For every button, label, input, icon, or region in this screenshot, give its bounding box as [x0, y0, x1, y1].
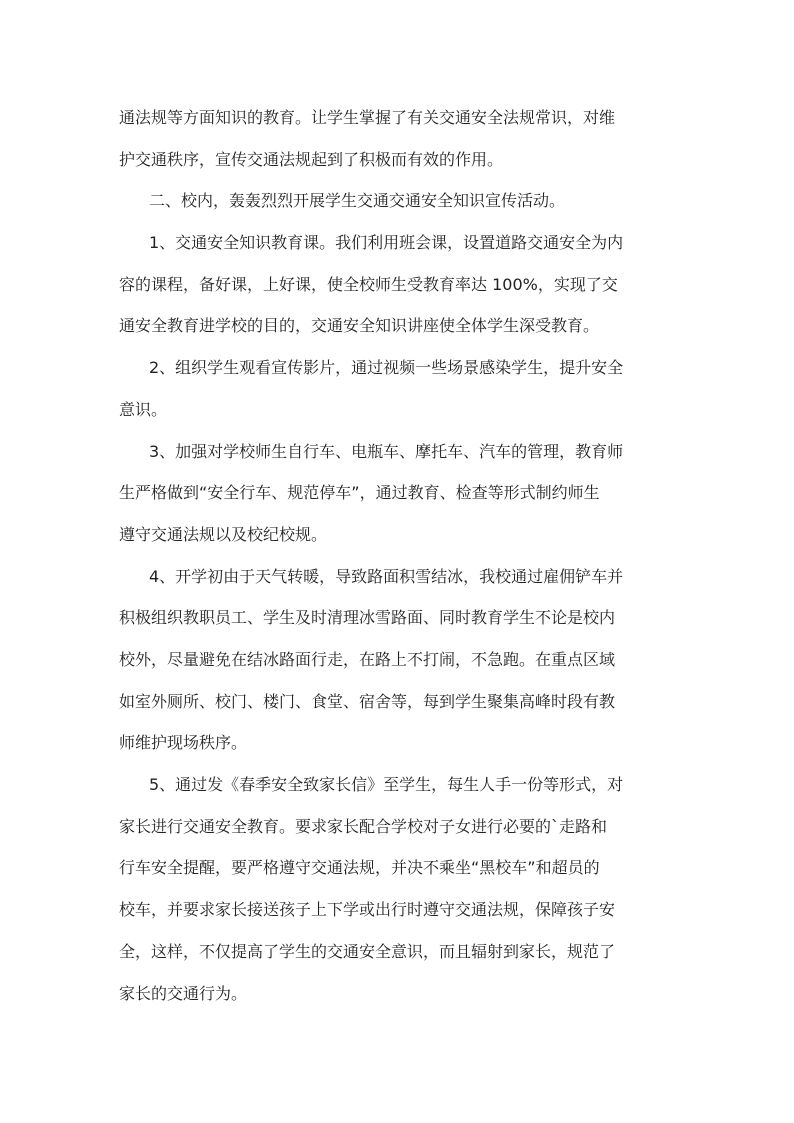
text-line: 校车，并要求家长接送孩子上下学或出行时遵守交通法规，保障孩子安 [119, 900, 616, 919]
section-heading: 二、校内，轰轰烈烈开展学生交通交通安全知识宣传活动。 [149, 191, 566, 210]
text-line: 4、开学初由于天气转暖，导致路面积雪结冰，我校通过雇佣铲车并 [149, 567, 624, 586]
text-line: 容的课程，备好课，上好课，使全校师生受教育率达 100%，实现了交 [119, 275, 618, 294]
text-line: 5、通过发《春季安全致家长信》至学生，每生人手一份等形式，对 [149, 775, 624, 794]
text-line: 家长进行交通安全教育。要求家长配合学校对子女进行必要的`走路和 [119, 817, 608, 836]
text-line: 如室外厕所、校门、楼门、食堂、宿舍等，每到学生聚集高峰时段有教 [119, 692, 616, 711]
text-line: 通安全教育进学校的目的，交通安全知识讲座使全体学生深受教育。 [119, 316, 600, 335]
text-line: 行车安全提醒，要严格遵守交通法规，并决不乘坐“黑校车”和超员的 [119, 858, 600, 877]
text-line: 全，这样，不仅提高了学生的交通安全意识，而且辐射到家长，规范了 [119, 942, 616, 961]
text-line: 家长的交通行为。 [119, 984, 248, 1003]
text-line: 生严格做到“安全行车、规范停车”，通过教育、检查等形式制约师生 [119, 483, 600, 502]
text-line: 校外，尽量避免在结冰路面行走，在路上不打闹，不急跑。在重点区域 [119, 650, 616, 669]
text-line: 师维护现场秩序。 [119, 733, 248, 752]
text-line: 积极组织教职员工、学生及时清理冰雪路面、同时教育学生不论是校内 [119, 608, 616, 627]
text-line: 1、交通安全知识教育课。我们利用班会课，设置道路交通安全为内 [149, 233, 624, 252]
text-line: 通法规等方面知识的教育。让学生掌握了有关交通安全法规常识，对维 [119, 108, 616, 127]
text-line: 护交通秩序，宣传交通法规起到了积极而有效的作用。 [119, 150, 504, 169]
text-line: 2、组织学生观看宣传影片，通过视频一些场景感染学生，提升安全 [149, 358, 624, 377]
text-line: 3、加强对学校师生自行车、电瓶车、摩托车、汽车的管理，教育师 [149, 442, 624, 461]
text-line: 遵守交通法规以及校纪校规。 [119, 525, 328, 544]
text-line: 意识。 [119, 400, 168, 419]
